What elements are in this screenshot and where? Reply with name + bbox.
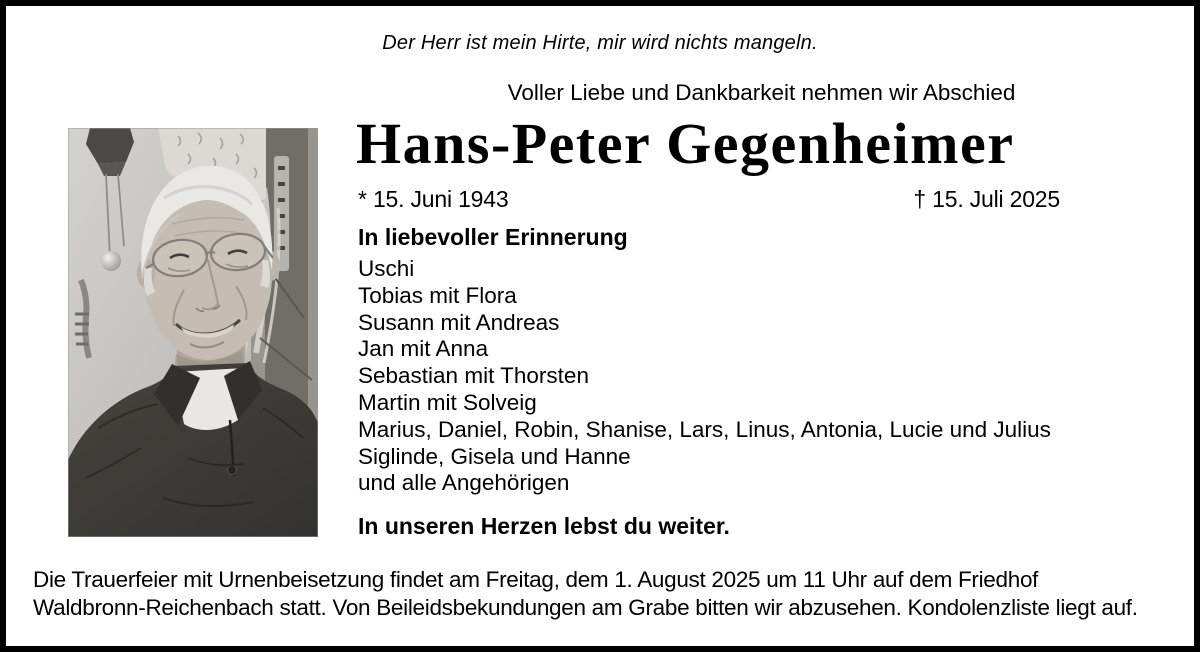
mourner-line: Marius, Daniel, Robin, Shanise, Lars, Linus, Antonia, Lucie und Julius: [358, 416, 1051, 442]
portrait-photo: [68, 128, 318, 537]
funeral-info: [33, 566, 1179, 622]
mourner-line: und alle Angehörigen: [358, 470, 570, 496]
remembrance-heading: In liebevoller Erinnerung: [358, 224, 628, 250]
birth-date: * 15. Juni 1943: [358, 186, 509, 212]
funeral-info-line: Die Trauerfeier mit Urnenbeisetzung findet am Freitag, dem 1. August 2025 um 11 Uhr auf dem Friedhof: [33, 567, 1039, 592]
closing-line: In unseren Herzen lebst du weiter.: [358, 513, 730, 539]
mourners-list: [358, 256, 1051, 497]
mourner-line: Tobias mit Flora: [358, 282, 517, 308]
life-dates: [358, 186, 1060, 213]
mourner-line: Sebastian mit Thorsten: [358, 363, 589, 389]
epigraph: Der Herr ist mein Hirte, mir wird nichts mangeln.: [382, 32, 818, 54]
portrait-photo-illustration: [68, 128, 318, 537]
deceased-name: Hans-Peter Gegenheimer: [356, 111, 1015, 176]
mourner-line: Jan mit Anna: [358, 336, 489, 362]
death-date: † 15. Juli 2025: [913, 186, 1060, 212]
mourner-line: Uschi: [358, 256, 415, 281]
farewell-intro: Voller Liebe und Dankbarkeit nehmen wir Abschied: [507, 80, 1016, 105]
mourner-line: Siglinde, Gisela und Hanne: [358, 443, 631, 469]
mourner-line: Martin mit Solveig: [358, 389, 537, 415]
funeral-info-line: Waldbronn-Reichenbach statt. Von Beileidsbekundungen am Grabe bitten wir abzusehen. Kondolenzliste liegt auf.: [33, 594, 1138, 620]
mourner-line: Susann mit Andreas: [358, 309, 560, 335]
